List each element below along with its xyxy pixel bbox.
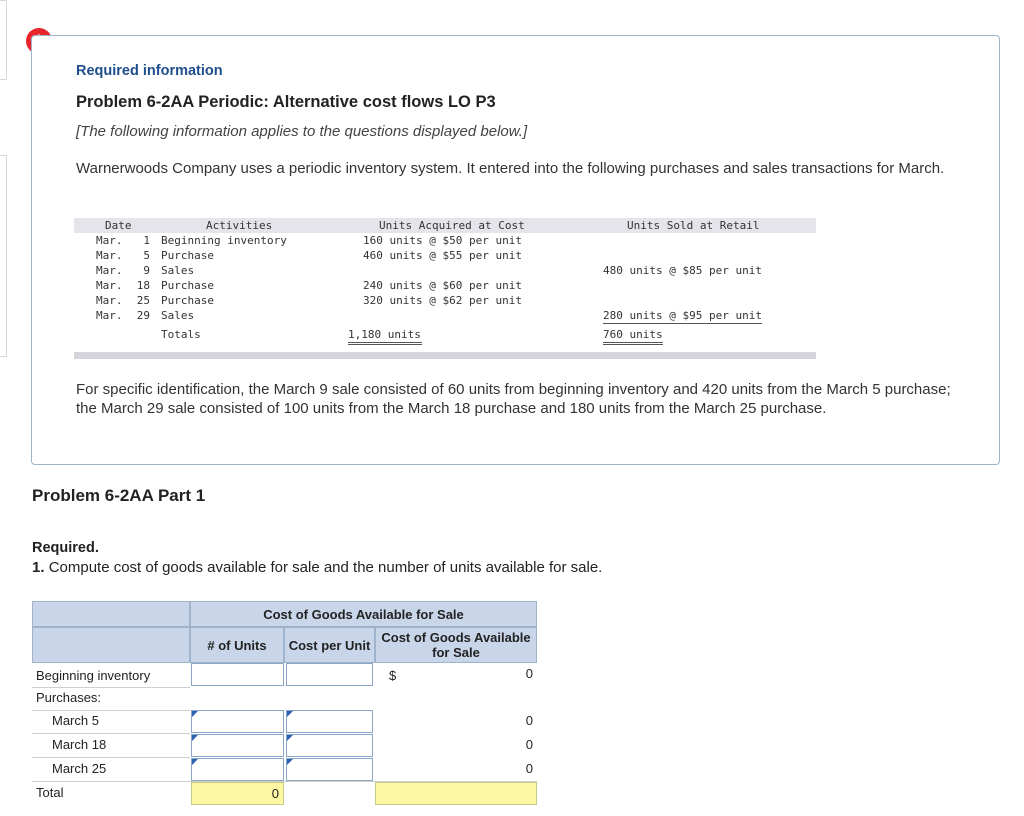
row-acquired: 460 units @ $55 per unit [363,249,522,262]
march18-units-input[interactable] [191,734,284,757]
march25-cogas-value: 0 [525,761,533,776]
row-acquired: 160 units @ $50 per unit [363,234,522,247]
required-information-title: Required information [76,63,223,79]
total-units-value: 0 [191,782,284,805]
beginning-cost-input[interactable] [286,663,373,686]
row-month: Mar. [96,234,123,247]
total-cogas-cell [375,782,537,805]
march18-cogas-value: 0 [525,737,533,752]
header-units-sold: Units Sold at Retail [627,219,760,232]
inventory-table-footer [74,352,816,359]
header-blank-cell [32,601,190,627]
row-activity: Purchase [161,249,214,262]
worksheet-title: Cost of Goods Available for Sale [190,601,537,627]
required-number: 1. [32,559,45,576]
march5-units-input[interactable] [191,710,284,733]
row-acquired: 320 units @ $62 per unit [363,294,522,307]
row-day: 1 [143,234,150,247]
row-day: 5 [143,249,150,262]
march18-cost-input[interactable] [286,734,373,757]
row-activity: Purchase [161,279,214,292]
beginning-cogas-value: 0 [525,666,533,681]
march5-cogas-value: 0 [525,713,533,728]
row-month: Mar. [96,264,123,277]
row-month: Mar. [96,294,123,307]
row-activity: Sales [161,264,195,277]
row-day: 25 [136,294,150,307]
column-cost-per-unit-header: Cost per Unit [284,627,375,663]
march18-label: March 18 [52,737,107,752]
purchases-label: Purchases: [36,690,102,705]
march25-cost-input[interactable] [286,758,373,781]
beginning-units-input[interactable] [191,663,284,686]
currency-symbol: $ [389,668,397,683]
march25-label: March 25 [52,761,107,776]
row-day: 9 [143,264,150,277]
required-label: Required. [32,540,99,556]
header-blank-cell [32,627,190,663]
header-activities: Activities [206,219,273,232]
beginning-inventory-label: Beginning inventory [36,668,151,683]
row-sold: 280 units @ $95 per unit [603,309,762,322]
specific-identification-text: For specific identification, the March 9 sale consisted of 60 units from beginning inventory and 420 units from the March 5 purchase; the March 29 sale consisted of 100 units from the March 18 purchase and 180 units from the March 25 purchase. [76,381,951,417]
inventory-transactions-table [74,218,816,360]
problem-title: Problem 6-2AA Periodic: Alternative cost flows LO P3 [76,93,496,111]
cost-of-goods-worksheet [32,601,537,805]
column-units-header: # of Units [190,627,284,663]
side-panel-edge [0,0,7,80]
totals-acquired: 1,180 units [348,327,422,345]
row-month: Mar. [96,249,123,262]
required-instruction [32,559,602,576]
header-date: Date [105,219,132,232]
total-label: Total [36,785,64,800]
totals-sold: 760 units [603,327,663,345]
side-panel-edge [0,155,7,357]
applies-note: [The following information applies to the questions displayed below.] [76,123,528,140]
problem-description: Warnerwoods Company uses a periodic inventory system. It entered into the following purchases and sales transactions for March. [76,160,945,177]
row-activity: Beginning inventory [161,234,287,247]
march5-cost-input[interactable] [286,710,373,733]
required-information-panel [31,35,1000,465]
totals-label: Totals [161,328,201,341]
header-units-acquired: Units Acquired at Cost [379,219,525,232]
column-cogas-header: Cost of Goods Available for Sale [375,627,537,663]
part-title: Problem 6-2AA Part 1 [32,486,206,505]
required-instruction-text: Compute cost of goods available for sale and the number of units available for sale. [48,559,603,576]
row-day: 18 [136,279,150,292]
row-day: 29 [136,309,150,322]
march25-units-input[interactable] [191,758,284,781]
row-month: Mar. [96,279,123,292]
row-sold: 480 units @ $85 per unit [603,264,762,277]
row-activity: Sales [161,309,195,322]
row-acquired: 240 units @ $60 per unit [363,279,522,292]
row-month: Mar. [96,309,123,322]
march5-label: March 5 [52,713,99,728]
row-activity: Purchase [161,294,214,307]
